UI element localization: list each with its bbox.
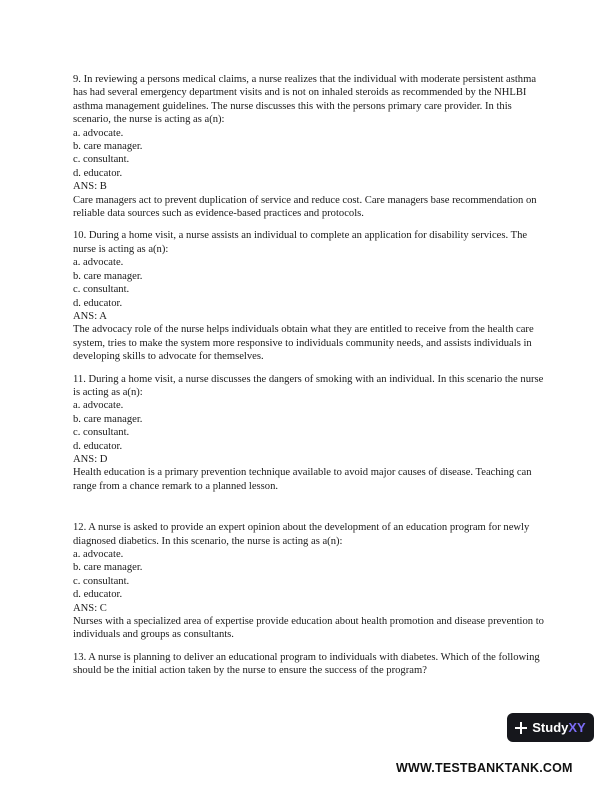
answer-key: ANS: B bbox=[73, 181, 107, 193]
option-c: c. consultant. bbox=[73, 284, 130, 296]
option-d: d. educator. bbox=[73, 297, 123, 309]
rationale: Nurses with a specialized area of expertise provide education about health promotion and disease prevention to individuals and groups as consultants. bbox=[73, 616, 544, 641]
rationale: The advocacy role of the nurse helps individuals obtain what they are entitled to receive from the health care system, tries to make the system more responsive to individuals community needs, and assists individuals in developing skills to advocate for themselves. bbox=[73, 324, 534, 363]
question-9 bbox=[73, 73, 545, 220]
rationale: Care managers act to prevent duplication of service and reduce cost. Care managers base recommendation on reliable data sources such as evidence-based practices and protocols. bbox=[73, 194, 537, 220]
option-b: b. care manager. bbox=[73, 562, 143, 574]
question-11 bbox=[73, 373, 545, 494]
document-body bbox=[73, 73, 545, 687]
option-c: c. consultant. bbox=[73, 427, 130, 439]
option-c: c. consultant. bbox=[73, 575, 130, 587]
option-b: b. care manager. bbox=[73, 413, 143, 425]
option-c: c. consultant. bbox=[73, 154, 130, 166]
footer-website[interactable]: WWW.TESTBANKTANK.COM bbox=[396, 761, 573, 775]
question-13 bbox=[73, 651, 545, 678]
question-10 bbox=[73, 229, 545, 363]
studyxy-logo-text: StudyXY bbox=[532, 720, 586, 735]
option-d: d. educator. bbox=[73, 589, 123, 601]
plus-icon bbox=[515, 722, 527, 734]
answer-key: ANS: C bbox=[73, 602, 107, 614]
studyxy-badge[interactable] bbox=[507, 713, 594, 742]
option-d: d. educator. bbox=[73, 167, 123, 179]
option-a: a. advocate. bbox=[73, 400, 124, 412]
option-a: a. advocate. bbox=[73, 127, 124, 139]
option-d: d. educator. bbox=[73, 440, 123, 452]
option-b: b. care manager. bbox=[73, 270, 143, 282]
question-stem: 9. In reviewing a persons medical claims, a nurse realizes that the individual with moderate persistent asthma has had several emergency department visits and is not on inhaled steroids as recommended by the NHLBI asthma management guidelines. The nurse discusses this with the persons primary care provider. In this scenario, the nurse is acting as a(n): bbox=[73, 74, 537, 126]
option-b: b. care manager. bbox=[73, 141, 143, 153]
option-a: a. advocate. bbox=[73, 549, 124, 560]
question-stem: 13. A nurse is planning to deliver an educational program to individuals with diabetes. Which of the following should be the initial action taken by the nurse to ensure the success of the program? bbox=[73, 651, 540, 677]
question-12 bbox=[73, 521, 545, 642]
question-stem: 11. During a home visit, a nurse discusses the dangers of smoking with an individual. In this scenario the nurse is acting as a(n): bbox=[73, 373, 544, 398]
answer-key: ANS: D bbox=[73, 453, 108, 465]
question-stem: 12. A nurse is asked to provide an expert opinion about the development of an education program for newly diagnosed diabetics. In this scenario, the nurse is acting as a(n): bbox=[73, 522, 530, 547]
answer-key: ANS: A bbox=[73, 310, 107, 322]
rationale: Health education is a primary prevention technique available to avoid major causes of disease. Teaching can range from a chance remark to a planned lesson. bbox=[73, 467, 532, 492]
question-stem: 10. During a home visit, a nurse assists an individual to complete an application for disability services. The nurse is acting as a(n): bbox=[73, 230, 528, 255]
option-a: a. advocate. bbox=[73, 257, 124, 269]
